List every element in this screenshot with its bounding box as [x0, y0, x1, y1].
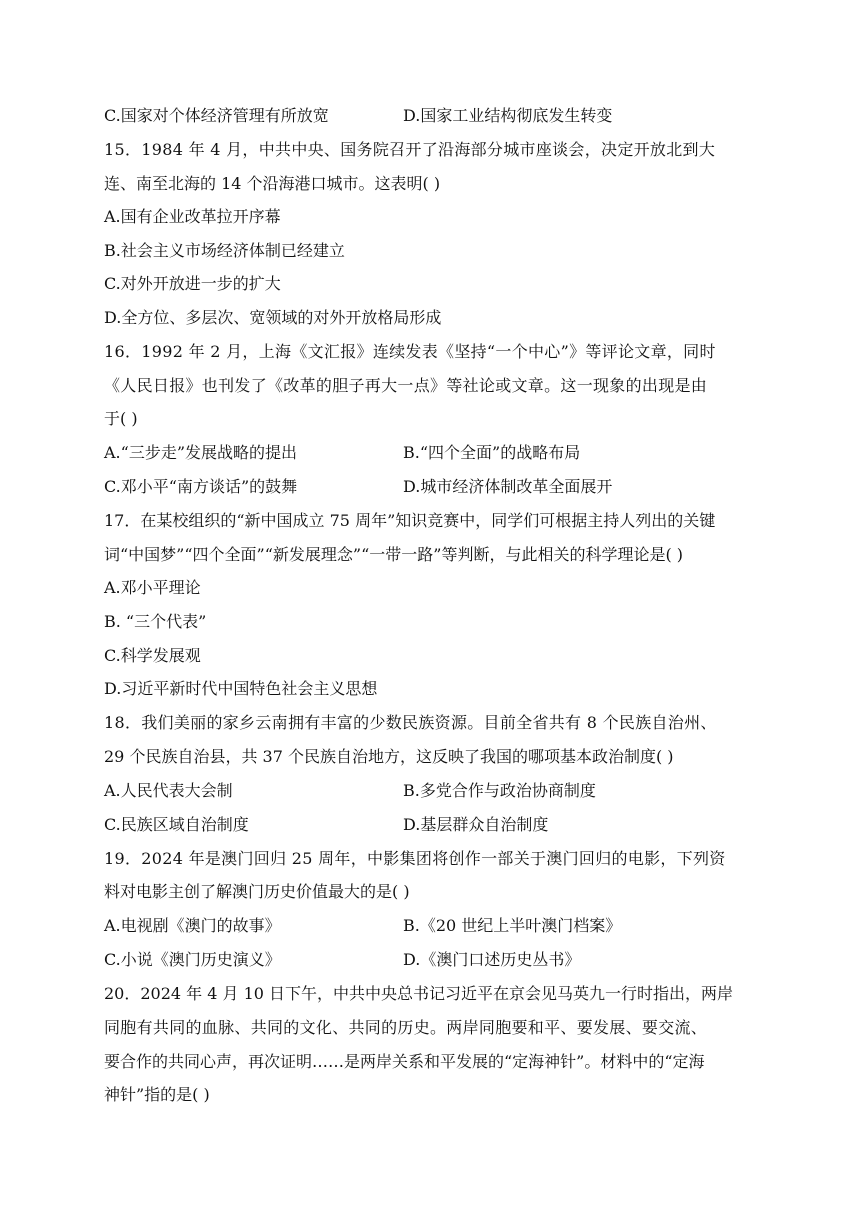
q14-option-d: D.国家工业结构彻底发生转变: [403, 106, 613, 125]
q16-stem-line-1: 16．1992 年 2 月，上海《文汇报》连续发表《坚持“一个中心”》等评论文章，同时: [104, 342, 716, 361]
q19-option-c: C.小说《澳门历史演义》: [104, 950, 281, 969]
q14-option-c: C.国家对个体经济管理有所放宽: [104, 106, 329, 125]
q15-option-d: D.全方位、多层次、宽领域的对外开放格局形成: [104, 308, 442, 327]
q15-option-b: B.社会主义市场经济体制已经建立: [104, 241, 345, 260]
q19-stem-line-2: 料对电影主创了解澳门历史价值最大的是( ): [104, 882, 410, 901]
q19-option-b: B.《20 世纪上半叶澳门档案》: [403, 916, 622, 935]
q16-option-c: C.邓小平“南方谈话”的鼓舞: [104, 477, 298, 496]
q15-option-c: C.对外开放进一步的扩大: [104, 274, 281, 293]
q17-option-d: D.习近平新时代中国特色社会主义思想: [104, 679, 378, 698]
q18-option-c: C.民族区域自治制度: [104, 815, 249, 834]
q19-stem-line-1: 19．2024 年是澳门回归 25 周年，中影集团将创作一部关于澳门回归的电影，下列资: [104, 849, 726, 868]
q20-stem-line-1: 20．2024 年 4 月 10 日下午，中共中央总书记习近平在京会见马英九一行时指出，两岸: [104, 984, 734, 1003]
q18-option-b: B.多党合作与政治协商制度: [403, 781, 596, 800]
q17-option-b: B. “三个代表”: [104, 612, 207, 631]
q15-stem-line-2: 连、南至北海的 14 个沿海港口城市。这表明( ): [104, 174, 441, 193]
q16-stem-line-2: 《人民日报》也刊发了《改革的胆子再大一点》等社论或文章。这一现象的出现是由: [104, 376, 708, 395]
q16-option-b: B.“四个全面”的战略布局: [403, 443, 581, 462]
q19-option-a: A.电视剧《澳门的故事》: [104, 916, 281, 935]
q16-option-a: A.“三步走”发展战略的提出: [104, 443, 298, 462]
q17-stem-line-2: 词“中国梦”“四个全面”“新发展理念”“一带一路”等判断，与此相关的科学理论是( ): [104, 545, 684, 564]
q20-stem-line-4: 神针”指的是( ): [104, 1085, 210, 1104]
q18-option-d: D.基层群众自治制度: [403, 815, 549, 834]
q17-stem-line-1: 17．在某校组织的“新中国成立 75 周年”知识竞赛中，同学们可根据主持人列出的关键: [104, 511, 716, 530]
q18-stem-line-2: 29 个民族自治县，共 37 个民族自治地方，这反映了我国的哪项基本政治制度( ): [104, 747, 674, 766]
q16-option-d: D.城市经济体制改革全面展开: [403, 477, 613, 496]
q15-stem-line-1: 15．1984 年 4 月，中共中央、国务院召开了沿海部分城市座谈会，决定开放北到大: [104, 140, 716, 159]
q20-stem-line-2: 同胞有共同的血脉、共同的文化、共同的历史。两岸同胞要和平、要发展、要交流、: [104, 1018, 708, 1037]
q20-stem-line-3: 要合作的共同心声，再次证明……是两岸关系和平发展的“定海神针”。材料中的“定海: [104, 1052, 705, 1071]
q17-option-a: A.邓小平理论: [104, 578, 201, 597]
q18-option-a: A.人民代表大会制: [104, 781, 233, 800]
q19-option-d: D.《澳门口述历史丛书》: [403, 950, 581, 969]
q15-option-a: A.国有企业改革拉开序幕: [104, 207, 281, 226]
q18-stem-line-1: 18．我们美丽的家乡云南拥有丰富的少数民族资源。目前全省共有 8 个民族自治州、: [104, 713, 717, 732]
q17-option-c: C.科学发展观: [104, 646, 201, 665]
q16-stem-line-3: 于( ): [104, 409, 138, 428]
